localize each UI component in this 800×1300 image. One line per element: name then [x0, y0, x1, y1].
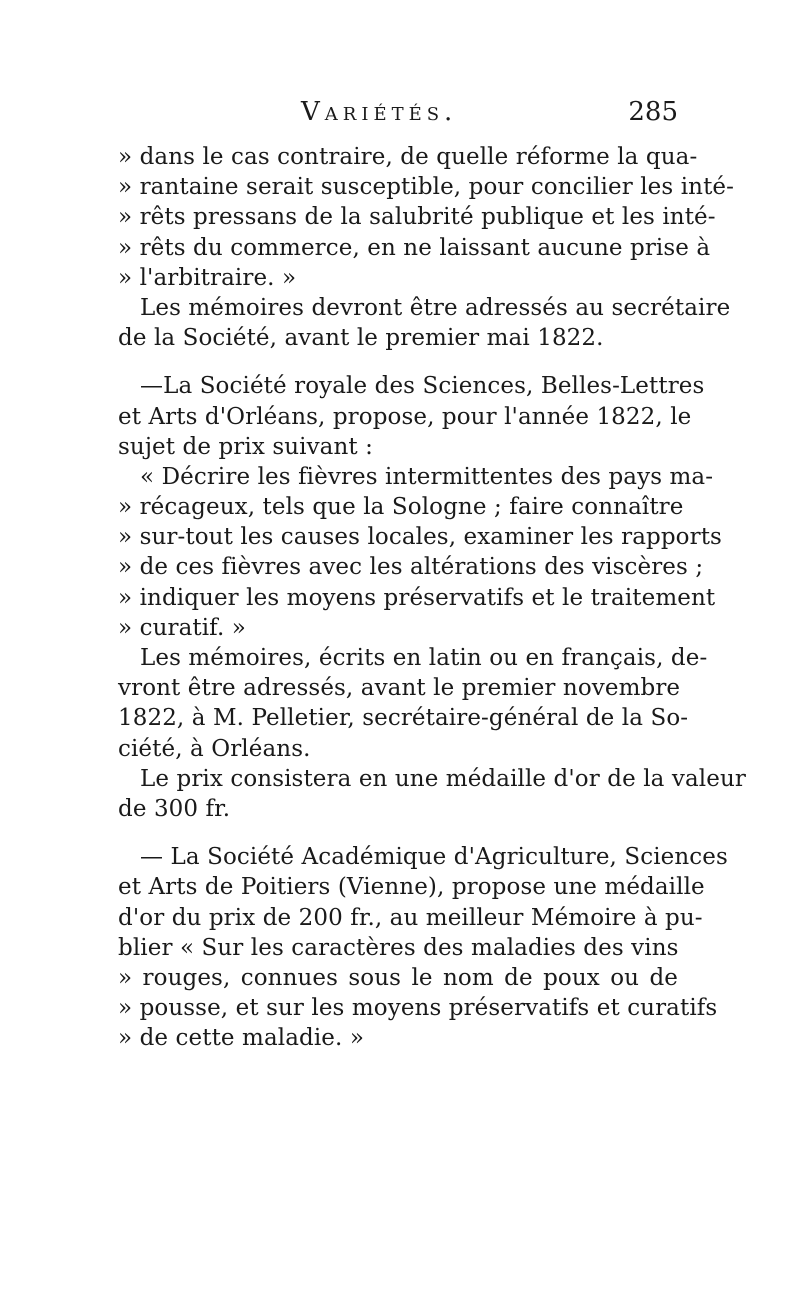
text-line: « Décrire les fièvres intermittentes des pays ma- [140, 463, 714, 490]
text-line: » rêts pressans de la salubrité publique et les inté- [118, 204, 716, 231]
text-line: Les mémoires devront être adressés au secrétaire [140, 294, 731, 321]
running-head [118, 92, 678, 136]
text-line: » dans le cas contraire, de quelle réforme la qua- [118, 144, 698, 170]
text-line: sujet de prix suivant : [118, 433, 374, 460]
running-title: Variétés. [301, 97, 458, 127]
text-line: » rantaine serait susceptible, pour concilier les inté- [118, 174, 734, 201]
text-line: » récageux, tels que la Sologne ; faire connaître [118, 494, 684, 521]
text-line: blier « Sur les caractères des maladies des vins [118, 934, 679, 961]
text-line: — La Société Académique d'Agriculture, Sciences [140, 844, 728, 871]
text-line: Le prix consistera en une médaille d'or de la valeur [140, 765, 746, 792]
paragraph-fevers-quote [118, 462, 722, 643]
text-line: » curatif. » [118, 614, 246, 641]
text-line: de 300 fr. [118, 795, 231, 822]
page-number: 285 [628, 97, 678, 127]
paragraph-memoirs-address [118, 643, 708, 764]
text-line: —La Société royale des Sciences, Belles-Lettres [140, 373, 705, 400]
text-line: de la Société, avant le premier mai 1822. [118, 325, 604, 352]
paragraph-prize-value [118, 764, 746, 824]
text-line: » rouges, connues sous le nom de poux ou de [118, 964, 678, 991]
text-line: » de ces fièvres avec les altérations des viscères ; [118, 554, 704, 581]
text-line: vront être adressés, avant le premier novembre [118, 675, 681, 702]
book-page [118, 92, 746, 1053]
text-line: » sur-tout les causes locales, examiner les rapports [118, 524, 722, 551]
paragraph-submission-deadline [118, 293, 731, 353]
text-line: » l'arbitraire. » [118, 264, 297, 291]
text-line: » pousse, et sur les moyens préservatifs et curatifs [118, 995, 718, 1022]
text-line: ciété, à Orléans. [118, 735, 311, 762]
text-line: d'or du prix de 200 fr., au meilleur Mémoire à pu- [118, 904, 703, 931]
paragraph-orleans-society [118, 371, 705, 462]
text-line: » de cette maladie. » [118, 1025, 365, 1052]
text-line: » indiquer les moyens préservatifs et le traitement [118, 584, 716, 611]
text-line: et Arts d'Orléans, propose, pour l'année 1822, le [118, 403, 692, 430]
text-line: Les mémoires, écrits en latin ou en français, de- [140, 645, 708, 671]
spacer [118, 353, 678, 371]
text-line: 1822, à M. Pelletier, secrétaire-général de la So- [118, 705, 689, 732]
text-line: » rêts du commerce, en ne laissant aucune prise à [118, 234, 711, 261]
text-line: et Arts de Poitiers (Vienne), propose une médaille [118, 874, 705, 901]
paragraph-poitiers-society [118, 842, 728, 1053]
paragraph-quarantine-quote [118, 142, 734, 293]
spacer [118, 824, 678, 842]
